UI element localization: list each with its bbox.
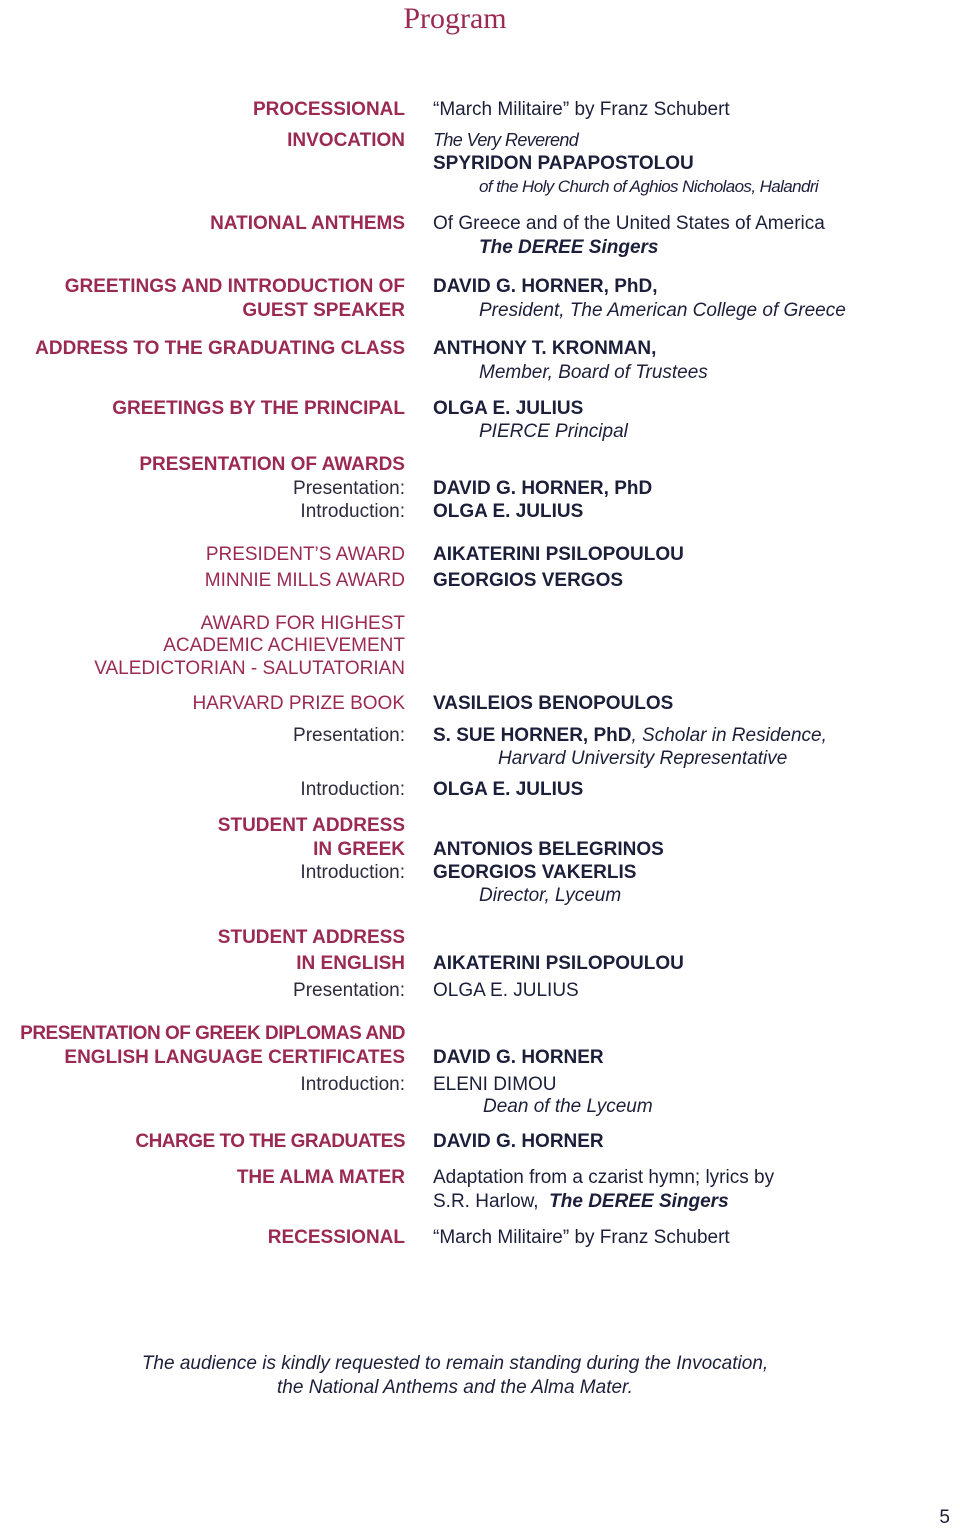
item-award-highest-line1: AWARD FOR HIGHEST: [200, 613, 405, 634]
alma-mater-credit: [433, 1192, 729, 1211]
harvard-introducer: OLGA E. JULIUS: [433, 779, 584, 800]
greek-speaker: ANTONIOS BELEGRINOS: [433, 839, 664, 860]
invocation-name: SPYRIDON PAPAPOSTOLOU: [433, 153, 694, 174]
item-student-greek-line1: STUDENT ADDRESS: [217, 815, 405, 836]
harvard-winner: VASILEIOS BENOPOULOS: [433, 693, 674, 714]
page-number: 5: [939, 1507, 950, 1528]
principal-role: PIERCE Principal: [479, 421, 628, 442]
item-student-greek-line2: IN GREEK: [313, 839, 405, 860]
minnie-mills-winner: GEORGIOS VERGOS: [433, 570, 624, 591]
label-presentation: Presentation:: [293, 725, 405, 746]
harvard-presenter: [433, 726, 827, 745]
item-presentation-awards: PRESENTATION OF AWARDS: [139, 454, 405, 475]
awards-presenter: DAVID G. HORNER, PhD: [433, 478, 653, 499]
item-minnie-mills-award: MINNIE MILLS AWARD: [204, 570, 405, 591]
item-diplomas-line1: PRESENTATION OF GREEK DIPLOMAS AND: [20, 1023, 405, 1044]
alma-mater-lyricist: S.R. Harlow,: [433, 1191, 539, 1212]
item-national-anthems: NATIONAL ANTHEMS: [210, 213, 405, 234]
item-presidents-award: PRESIDENT’S AWARD: [205, 544, 405, 565]
diplomas-introducer-role: Dean of the Lyceum: [483, 1096, 653, 1117]
diplomas-introducer: ELENI DIMOU: [433, 1074, 557, 1095]
label-introduction: Introduction:: [300, 1074, 405, 1095]
item-harvard-prize: HARVARD PRIZE BOOK: [192, 693, 405, 714]
item-alma-mater: THE ALMA MATER: [236, 1167, 405, 1188]
recessional-music: “March Militaire” by Franz Schubert: [433, 1227, 730, 1248]
english-presenter: OLGA E. JULIUS: [433, 980, 579, 1001]
label-presentation: Presentation:: [293, 478, 405, 499]
page-title: Program: [403, 2, 507, 35]
principal-name: OLGA E. JULIUS: [433, 398, 584, 419]
label-introduction: Introduction:: [300, 779, 405, 800]
invocation-title: The Very Reverend: [433, 130, 579, 150]
item-address-graduating: ADDRESS TO THE GRADUATING CLASS: [35, 338, 405, 359]
greek-introducer: GEORGIOS VAKERLIS: [433, 862, 637, 883]
item-processional: PROCESSIONAL: [252, 99, 405, 120]
item-invocation: INVOCATION: [287, 130, 405, 151]
label-introduction: Introduction:: [300, 501, 405, 522]
anthems-text: Of Greece and of the United States of America: [433, 213, 825, 234]
charge-name: DAVID G. HORNER: [433, 1131, 604, 1152]
label-presentation: Presentation:: [293, 980, 405, 1001]
anthems-singers: The DEREE Singers: [479, 237, 659, 258]
item-greetings-intro-line1: GREETINGS AND INTRODUCTION OF: [64, 276, 405, 297]
harvard-presenter-role: , Scholar in Residence,: [631, 725, 827, 746]
item-student-english-line2: IN ENGLISH: [296, 953, 405, 974]
item-student-english-line1: STUDENT ADDRESS: [217, 927, 405, 948]
greetings-role: President, The American College of Greece: [479, 300, 846, 321]
item-recessional: RECESSIONAL: [267, 1227, 405, 1248]
address-role: Member, Board of Trustees: [479, 362, 708, 383]
harvard-presenter-role-line2: Harvard University Representative: [498, 748, 788, 769]
address-name: ANTHONY T. KRONMAN,: [433, 338, 657, 359]
item-diplomas-line2: ENGLISH LANGUAGE CERTIFICATES: [64, 1047, 405, 1068]
item-charge: CHARGE TO THE GRADUATES: [135, 1131, 405, 1152]
diplomas-presenter: DAVID G. HORNER: [433, 1047, 604, 1068]
footer-note-line1: The audience is kindly requested to remain standing during the Invocation,: [141, 1353, 769, 1374]
awards-introducer: OLGA E. JULIUS: [433, 501, 584, 522]
alma-mater-text: Adaptation from a czarist hymn; lyrics by: [433, 1167, 775, 1188]
item-award-highest-line3: VALEDICTORIAN - SALUTATORIAN: [94, 658, 405, 679]
item-greetings-intro-line2: GUEST SPEAKER: [242, 300, 405, 321]
item-greetings-principal: GREETINGS BY THE PRINCIPAL: [112, 398, 405, 419]
label-introduction: Introduction:: [300, 862, 405, 883]
processional-music: “March Militaire” by Franz Schubert: [433, 99, 730, 120]
item-award-highest-line2: ACADEMIC ACHIEVEMENT: [163, 635, 405, 656]
alma-mater-singers: The DEREE Singers: [549, 1191, 729, 1212]
invocation-church: of the Holy Church of Aghios Nicholaos, Halandri: [479, 177, 819, 196]
presidents-award-winner: AIKATERINI PSILOPOULOU: [433, 544, 684, 565]
harvard-presenter-name: S. SUE HORNER, PhD: [433, 725, 632, 746]
footer-note-line2: the National Anthems and the Alma Mater.: [277, 1377, 633, 1398]
greetings-name: DAVID G. HORNER, PhD,: [433, 276, 658, 297]
greek-introducer-role: Director, Lyceum: [479, 885, 622, 906]
english-speaker: AIKATERINI PSILOPOULOU: [433, 953, 684, 974]
